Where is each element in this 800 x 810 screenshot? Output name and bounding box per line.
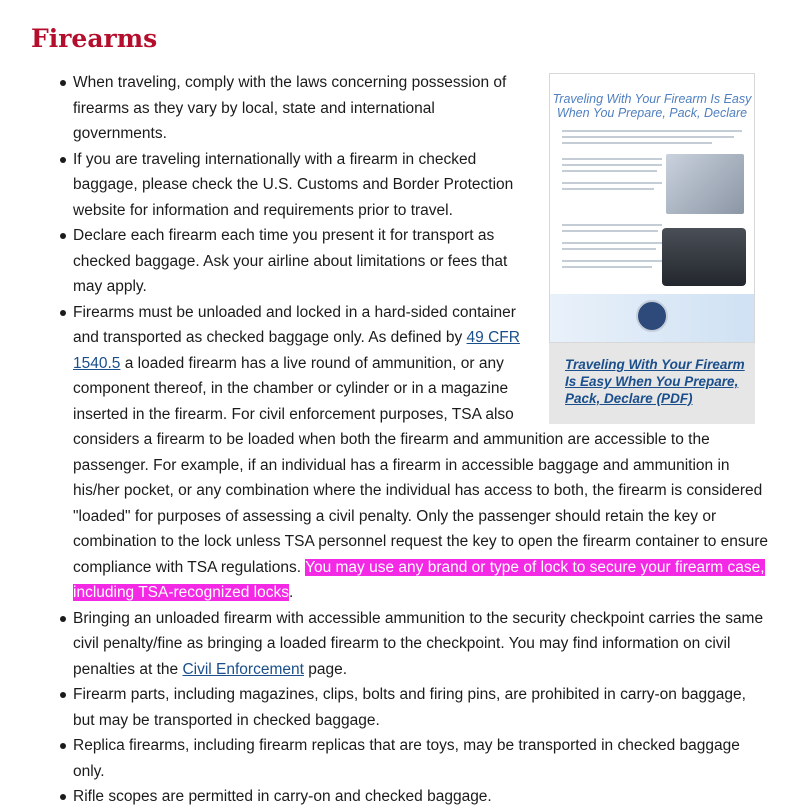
list-item: Firearm parts, including magazines, clips, bolts and firing pins, are prohibited in carry-on baggage, but may be transported in checked baggage. — [73, 682, 770, 733]
list-item: When traveling, comply with the laws concerning possession of firearms as they vary by local, state and international governments. — [73, 70, 770, 147]
firearms-rules-list — [0, 70, 800, 810]
list-item: Rifle scopes are permitted in carry-on and checked baggage. — [73, 784, 770, 810]
cfr-link[interactable]: 49 CFR 1540.5 — [73, 329, 520, 372]
civil-enforcement-link[interactable]: Civil Enforcement — [182, 660, 304, 678]
list-item — [73, 606, 770, 683]
pdf-thumbnail-title: Traveling With Your Firearm Is Easy When You Prepare, Pack, Declare — [552, 92, 752, 120]
highlighted-text: You may use any brand or type of lock to secure your firearm case, including TSA-recognized locks — [73, 558, 765, 601]
pdf-download-link[interactable]: Traveling With Your Firearm Is Easy When You Prepare, Pack, Declare (PDF) — [565, 357, 745, 406]
list-item-text: a loaded firearm has a live round of ammunition, or any component thereof, in the chamber or cylinder or in a magazine inserted in the firearm. For civil enforcement purposes, TSA also considers a firearm to be loaded when both the firearm and ammunition are accessible to the passenger. For example, if an individual has a firearm in accessible baggage and ammunition in his/her pocket, or any combination where the individual has access to both, the firearm is considered "loaded" for purposes of assessing a civil penalty. Only the passenger should retain the key or combination to the lock unless TSA personnel request the key to open the firearm container to ensure compliance with TSA regulations. — [73, 354, 769, 576]
list-item-text: page. — [303, 660, 348, 678]
list-item: Replica firearms, including firearm replicas that are toys, may be transported in checked baggage only. — [73, 733, 770, 784]
list-item: Declare each firearm each time you present it for transport as checked baggage. Ask your airline about limitations or fees that may apply. — [73, 223, 770, 300]
list-item — [73, 300, 770, 606]
list-item-text: Firearms must be unloaded and locked in a hard-sided container and transported as checked baggage only. As defined by — [73, 303, 516, 346]
page-title: Firearms — [31, 24, 158, 53]
list-item-text: Bringing an unloaded firearm with accessible ammunition to the security checkpoint carries the same civil penalty/fine as bringing a loaded firearm to the checkpoint. You may find information on civil penalties at the — [73, 609, 764, 678]
main-content — [0, 70, 800, 810]
list-item-text: . — [288, 584, 294, 601]
list-item: If you are traveling internationally with a firearm in checked baggage, please check the U.S. Customs and Border Protection website for information and requirements prior to travel. — [73, 147, 770, 224]
